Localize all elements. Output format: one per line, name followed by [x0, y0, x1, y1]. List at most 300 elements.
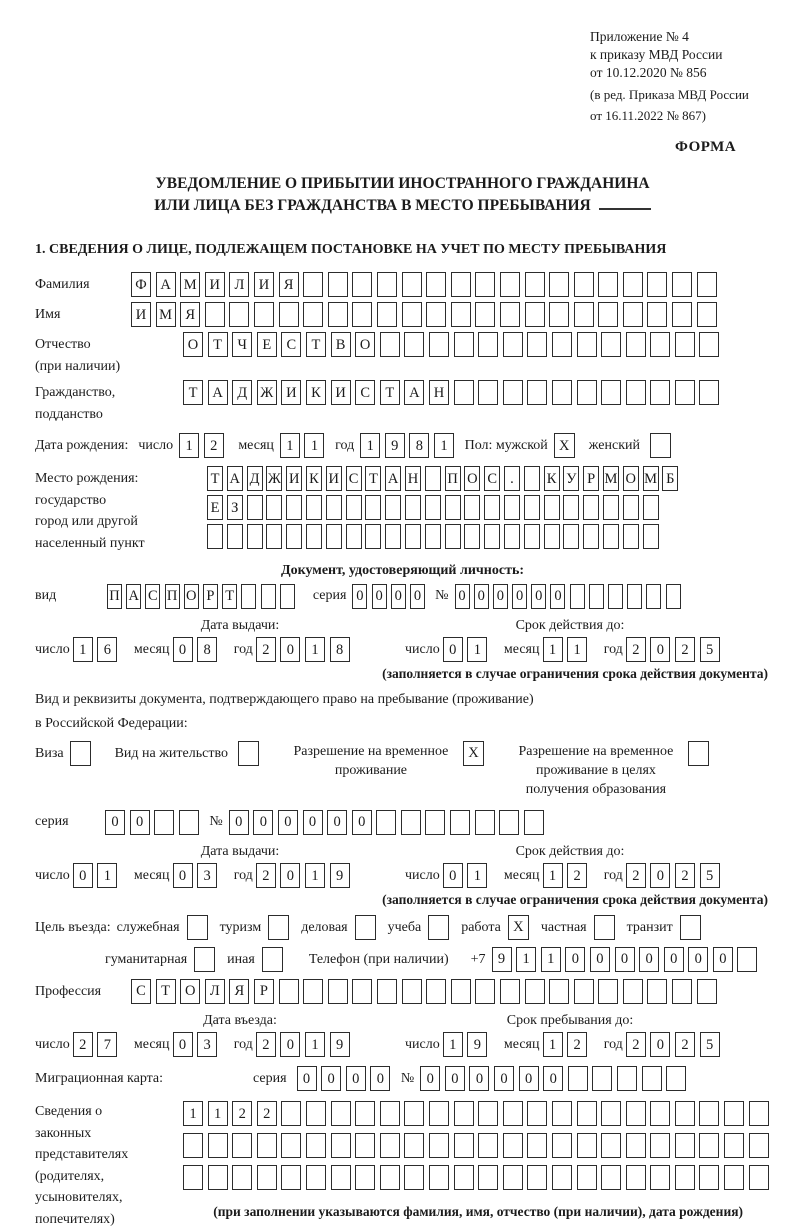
- char-cell[interactable]: [426, 302, 446, 327]
- char-cell[interactable]: [425, 466, 441, 491]
- char-cell[interactable]: [281, 1101, 301, 1126]
- char-cell[interactable]: [603, 524, 619, 549]
- char-cell[interactable]: [650, 332, 670, 357]
- char-cell[interactable]: 0: [391, 584, 406, 609]
- temp-residence-education-checkbox[interactable]: [688, 741, 709, 766]
- char-cell[interactable]: [500, 979, 520, 1004]
- char-cell[interactable]: 1: [305, 863, 325, 888]
- char-cell[interactable]: 0: [519, 1066, 539, 1091]
- char-cell[interactable]: П: [445, 466, 461, 491]
- char-cell[interactable]: [527, 332, 547, 357]
- char-cell[interactable]: [699, 1165, 719, 1190]
- char-cell[interactable]: [647, 272, 667, 297]
- char-cell[interactable]: С: [484, 466, 500, 491]
- char-cell[interactable]: [475, 979, 495, 1004]
- char-cell[interactable]: [286, 524, 302, 549]
- char-cell[interactable]: Ч: [232, 332, 252, 357]
- char-cell[interactable]: А: [385, 466, 401, 491]
- char-cell[interactable]: [380, 1133, 400, 1158]
- char-cell[interactable]: [724, 1101, 744, 1126]
- char-cell[interactable]: 0: [531, 584, 546, 609]
- char-cell[interactable]: [425, 495, 441, 520]
- char-cell[interactable]: 0: [73, 863, 93, 888]
- char-cell[interactable]: [603, 495, 619, 520]
- char-cell[interactable]: [647, 979, 667, 1004]
- char-cell[interactable]: О: [180, 979, 200, 1004]
- char-cell[interactable]: 1: [443, 1032, 463, 1057]
- char-cell[interactable]: [429, 1101, 449, 1126]
- char-cell[interactable]: 0: [303, 810, 323, 835]
- char-cell[interactable]: [281, 1133, 301, 1158]
- char-cell[interactable]: [454, 1133, 474, 1158]
- char-cell[interactable]: Я: [279, 272, 299, 297]
- char-cell[interactable]: [306, 1133, 326, 1158]
- birth-day-field[interactable]: [179, 433, 228, 458]
- char-cell[interactable]: [598, 272, 618, 297]
- char-cell[interactable]: [425, 810, 445, 835]
- char-cell[interactable]: [385, 524, 401, 549]
- char-cell[interactable]: [697, 272, 717, 297]
- char-cell[interactable]: З: [227, 495, 243, 520]
- char-cell[interactable]: [552, 332, 572, 357]
- char-cell[interactable]: 2: [675, 1032, 695, 1057]
- char-cell[interactable]: [503, 1165, 523, 1190]
- char-cell[interactable]: 0: [280, 637, 300, 662]
- char-cell[interactable]: К: [306, 466, 322, 491]
- patronymic-field[interactable]: [183, 332, 724, 357]
- given-name-field[interactable]: [131, 302, 721, 327]
- char-cell[interactable]: [232, 1133, 252, 1158]
- char-cell[interactable]: М: [180, 272, 200, 297]
- char-cell[interactable]: [445, 495, 461, 520]
- char-cell[interactable]: [478, 1133, 498, 1158]
- char-cell[interactable]: П: [165, 584, 180, 609]
- char-cell[interactable]: [179, 810, 199, 835]
- char-cell[interactable]: [650, 1133, 670, 1158]
- char-cell[interactable]: Т: [207, 466, 223, 491]
- char-cell[interactable]: 0: [494, 1066, 514, 1091]
- char-cell[interactable]: [699, 380, 719, 405]
- char-cell[interactable]: [475, 810, 495, 835]
- doc-number-field[interactable]: [455, 584, 685, 609]
- char-cell[interactable]: И: [331, 380, 351, 405]
- char-cell[interactable]: 1: [97, 863, 117, 888]
- char-cell[interactable]: [405, 524, 421, 549]
- char-cell[interactable]: [241, 584, 256, 609]
- char-cell[interactable]: 1: [543, 637, 563, 662]
- char-cell[interactable]: [464, 495, 480, 520]
- char-cell[interactable]: [577, 1133, 597, 1158]
- char-cell[interactable]: Л: [205, 979, 225, 1004]
- char-cell[interactable]: К: [306, 380, 326, 405]
- char-cell[interactable]: [478, 332, 498, 357]
- char-cell[interactable]: [524, 466, 540, 491]
- char-cell[interactable]: [478, 1165, 498, 1190]
- char-cell[interactable]: [724, 1165, 744, 1190]
- char-cell[interactable]: И: [205, 272, 225, 297]
- char-cell[interactable]: [524, 495, 540, 520]
- char-cell[interactable]: 2: [256, 637, 276, 662]
- char-cell[interactable]: [589, 584, 604, 609]
- char-cell[interactable]: [464, 524, 480, 549]
- doc-issue-month[interactable]: [173, 637, 222, 662]
- char-cell[interactable]: [208, 1133, 228, 1158]
- char-cell[interactable]: 1: [179, 433, 199, 458]
- char-cell[interactable]: 5: [700, 863, 720, 888]
- char-cell[interactable]: [454, 332, 474, 357]
- char-cell[interactable]: [623, 302, 643, 327]
- char-cell[interactable]: [402, 979, 422, 1004]
- char-cell[interactable]: [346, 495, 362, 520]
- representatives-field-line3[interactable]: [183, 1165, 773, 1190]
- char-cell[interactable]: [601, 1101, 621, 1126]
- char-cell[interactable]: А: [227, 466, 243, 491]
- char-cell[interactable]: [749, 1165, 769, 1190]
- char-cell[interactable]: [377, 979, 397, 1004]
- char-cell[interactable]: [266, 524, 282, 549]
- residence-series-field[interactable]: [105, 810, 203, 835]
- char-cell[interactable]: 0: [105, 810, 125, 835]
- char-cell[interactable]: [365, 495, 381, 520]
- char-cell[interactable]: [280, 584, 295, 609]
- char-cell[interactable]: [503, 1133, 523, 1158]
- phone-field[interactable]: [492, 947, 763, 972]
- char-cell[interactable]: [527, 380, 547, 405]
- char-cell[interactable]: [626, 332, 646, 357]
- residence-valid-day[interactable]: [443, 863, 492, 888]
- char-cell[interactable]: 2: [626, 1032, 646, 1057]
- char-cell[interactable]: 0: [372, 584, 387, 609]
- char-cell[interactable]: 0: [664, 947, 684, 972]
- char-cell[interactable]: 1: [208, 1101, 228, 1126]
- char-cell[interactable]: [475, 302, 495, 327]
- char-cell[interactable]: 1: [541, 947, 561, 972]
- char-cell[interactable]: 0: [352, 584, 367, 609]
- char-cell[interactable]: [205, 302, 225, 327]
- char-cell[interactable]: [527, 1101, 547, 1126]
- char-cell[interactable]: [503, 332, 523, 357]
- char-cell[interactable]: [724, 1133, 744, 1158]
- char-cell[interactable]: 9: [467, 1032, 487, 1057]
- char-cell[interactable]: 2: [626, 637, 646, 662]
- char-cell[interactable]: [525, 302, 545, 327]
- char-cell[interactable]: [450, 810, 470, 835]
- char-cell[interactable]: 0: [615, 947, 635, 972]
- residence-permit-checkbox[interactable]: [238, 741, 259, 766]
- purpose-work-checkbox[interactable]: X: [508, 915, 529, 940]
- purpose-private-checkbox[interactable]: [594, 915, 615, 940]
- char-cell[interactable]: [592, 1066, 612, 1091]
- char-cell[interactable]: 0: [370, 1066, 390, 1091]
- char-cell[interactable]: [601, 1165, 621, 1190]
- char-cell[interactable]: С: [355, 380, 375, 405]
- char-cell[interactable]: [675, 1101, 695, 1126]
- char-cell[interactable]: В: [331, 332, 351, 357]
- char-cell[interactable]: И: [281, 380, 301, 405]
- char-cell[interactable]: [647, 302, 667, 327]
- char-cell[interactable]: 0: [420, 1066, 440, 1091]
- char-cell[interactable]: 0: [713, 947, 733, 972]
- entry-year[interactable]: [256, 1032, 354, 1057]
- char-cell[interactable]: [328, 272, 348, 297]
- char-cell[interactable]: [697, 979, 717, 1004]
- char-cell[interactable]: 1: [280, 433, 300, 458]
- char-cell[interactable]: [475, 272, 495, 297]
- char-cell[interactable]: [247, 524, 263, 549]
- char-cell[interactable]: [154, 810, 174, 835]
- char-cell[interactable]: [552, 1133, 572, 1158]
- char-cell[interactable]: [402, 272, 422, 297]
- char-cell[interactable]: 2: [567, 1032, 587, 1057]
- char-cell[interactable]: 8: [330, 637, 350, 662]
- migration-series-field[interactable]: [297, 1066, 395, 1091]
- char-cell[interactable]: 8: [409, 433, 429, 458]
- char-cell[interactable]: [306, 1101, 326, 1126]
- char-cell[interactable]: [279, 302, 299, 327]
- char-cell[interactable]: 3: [197, 863, 217, 888]
- char-cell[interactable]: [425, 524, 441, 549]
- char-cell[interactable]: [642, 1066, 662, 1091]
- char-cell[interactable]: Б: [662, 466, 678, 491]
- char-cell[interactable]: Я: [180, 302, 200, 327]
- char-cell[interactable]: [672, 979, 692, 1004]
- char-cell[interactable]: [598, 979, 618, 1004]
- char-cell[interactable]: [331, 1101, 351, 1126]
- char-cell[interactable]: Ж: [257, 380, 277, 405]
- char-cell[interactable]: [257, 1165, 277, 1190]
- char-cell[interactable]: 1: [73, 637, 93, 662]
- char-cell[interactable]: [281, 1165, 301, 1190]
- char-cell[interactable]: Р: [254, 979, 274, 1004]
- char-cell[interactable]: [623, 524, 639, 549]
- char-cell[interactable]: [306, 524, 322, 549]
- char-cell[interactable]: 1: [360, 433, 380, 458]
- char-cell[interactable]: .: [504, 466, 520, 491]
- char-cell[interactable]: [503, 380, 523, 405]
- char-cell[interactable]: С: [145, 584, 160, 609]
- char-cell[interactable]: [346, 524, 362, 549]
- char-cell[interactable]: Т: [380, 380, 400, 405]
- char-cell[interactable]: [451, 979, 471, 1004]
- char-cell[interactable]: 2: [73, 1032, 93, 1057]
- char-cell[interactable]: 1: [305, 1032, 325, 1057]
- char-cell[interactable]: [227, 524, 243, 549]
- char-cell[interactable]: Т: [208, 332, 228, 357]
- char-cell[interactable]: [326, 495, 342, 520]
- char-cell[interactable]: [699, 1101, 719, 1126]
- char-cell[interactable]: У: [563, 466, 579, 491]
- char-cell[interactable]: Д: [232, 380, 252, 405]
- purpose-study-checkbox[interactable]: [428, 915, 449, 940]
- char-cell[interactable]: 0: [278, 810, 298, 835]
- char-cell[interactable]: [544, 524, 560, 549]
- char-cell[interactable]: [699, 1133, 719, 1158]
- char-cell[interactable]: [552, 380, 572, 405]
- char-cell[interactable]: [623, 979, 643, 1004]
- char-cell[interactable]: [675, 1165, 695, 1190]
- char-cell[interactable]: [303, 272, 323, 297]
- char-cell[interactable]: 0: [688, 947, 708, 972]
- surname-field[interactable]: [131, 272, 721, 297]
- char-cell[interactable]: 1: [304, 433, 324, 458]
- char-cell[interactable]: 1: [434, 433, 454, 458]
- char-cell[interactable]: [500, 272, 520, 297]
- char-cell[interactable]: [749, 1133, 769, 1158]
- char-cell[interactable]: Я: [229, 979, 249, 1004]
- char-cell[interactable]: [326, 524, 342, 549]
- doc-valid-month[interactable]: [543, 637, 592, 662]
- char-cell[interactable]: 2: [256, 863, 276, 888]
- char-cell[interactable]: 0: [173, 637, 193, 662]
- char-cell[interactable]: 1: [467, 863, 487, 888]
- char-cell[interactable]: 0: [445, 1066, 465, 1091]
- char-cell[interactable]: [232, 1165, 252, 1190]
- char-cell[interactable]: [697, 302, 717, 327]
- char-cell[interactable]: 1: [516, 947, 536, 972]
- char-cell[interactable]: 0: [346, 1066, 366, 1091]
- char-cell[interactable]: 2: [232, 1101, 252, 1126]
- char-cell[interactable]: [643, 495, 659, 520]
- char-cell[interactable]: [563, 495, 579, 520]
- char-cell[interactable]: [279, 979, 299, 1004]
- char-cell[interactable]: [583, 495, 599, 520]
- char-cell[interactable]: 0: [455, 584, 470, 609]
- char-cell[interactable]: Р: [583, 466, 599, 491]
- char-cell[interactable]: Ж: [266, 466, 282, 491]
- char-cell[interactable]: [666, 584, 681, 609]
- char-cell[interactable]: 2: [256, 1032, 276, 1057]
- char-cell[interactable]: Н: [429, 380, 449, 405]
- char-cell[interactable]: 0: [512, 584, 527, 609]
- char-cell[interactable]: [552, 1101, 572, 1126]
- char-cell[interactable]: [208, 1165, 228, 1190]
- char-cell[interactable]: 3: [197, 1032, 217, 1057]
- char-cell[interactable]: [257, 1133, 277, 1158]
- char-cell[interactable]: 2: [675, 863, 695, 888]
- char-cell[interactable]: [429, 332, 449, 357]
- char-cell[interactable]: [577, 380, 597, 405]
- char-cell[interactable]: [331, 1165, 351, 1190]
- char-cell[interactable]: [365, 524, 381, 549]
- char-cell[interactable]: [478, 1101, 498, 1126]
- char-cell[interactable]: [355, 1133, 375, 1158]
- stay-month[interactable]: [543, 1032, 592, 1057]
- char-cell[interactable]: [402, 302, 422, 327]
- char-cell[interactable]: [306, 495, 322, 520]
- char-cell[interactable]: 0: [550, 584, 565, 609]
- char-cell[interactable]: 0: [639, 947, 659, 972]
- char-cell[interactable]: [626, 380, 646, 405]
- char-cell[interactable]: [650, 380, 670, 405]
- char-cell[interactable]: [352, 979, 372, 1004]
- char-cell[interactable]: 1: [305, 637, 325, 662]
- char-cell[interactable]: [666, 1066, 686, 1091]
- char-cell[interactable]: [525, 979, 545, 1004]
- char-cell[interactable]: [454, 1101, 474, 1126]
- char-cell[interactable]: [650, 1101, 670, 1126]
- stay-year[interactable]: [626, 1032, 724, 1057]
- char-cell[interactable]: 2: [567, 863, 587, 888]
- char-cell[interactable]: Т: [306, 332, 326, 357]
- char-cell[interactable]: [749, 1101, 769, 1126]
- char-cell[interactable]: 2: [626, 863, 646, 888]
- char-cell[interactable]: И: [254, 272, 274, 297]
- representatives-field-line2[interactable]: [183, 1133, 773, 1158]
- profession-field[interactable]: [131, 979, 721, 1004]
- char-cell[interactable]: 0: [229, 810, 249, 835]
- char-cell[interactable]: 0: [565, 947, 585, 972]
- char-cell[interactable]: 7: [97, 1032, 117, 1057]
- char-cell[interactable]: [524, 810, 544, 835]
- doc-series-field[interactable]: [352, 584, 429, 609]
- char-cell[interactable]: [451, 302, 471, 327]
- purpose-business-checkbox[interactable]: [187, 915, 208, 940]
- char-cell[interactable]: [737, 947, 757, 972]
- doc-valid-day[interactable]: [443, 637, 492, 662]
- char-cell[interactable]: 1: [567, 637, 587, 662]
- char-cell[interactable]: Ф: [131, 272, 151, 297]
- birth-place-field-line3[interactable]: [207, 524, 682, 549]
- char-cell[interactable]: 0: [253, 810, 273, 835]
- char-cell[interactable]: А: [156, 272, 176, 297]
- char-cell[interactable]: [527, 1165, 547, 1190]
- char-cell[interactable]: [617, 1066, 637, 1091]
- residence-valid-month[interactable]: [543, 863, 592, 888]
- char-cell[interactable]: И: [326, 466, 342, 491]
- char-cell[interactable]: 5: [700, 637, 720, 662]
- char-cell[interactable]: 0: [493, 584, 508, 609]
- char-cell[interactable]: [451, 272, 471, 297]
- char-cell[interactable]: [303, 302, 323, 327]
- char-cell[interactable]: 0: [650, 637, 670, 662]
- char-cell[interactable]: [626, 1165, 646, 1190]
- visa-checkbox[interactable]: [70, 741, 91, 766]
- char-cell[interactable]: 0: [590, 947, 610, 972]
- char-cell[interactable]: 9: [330, 863, 350, 888]
- char-cell[interactable]: 0: [173, 1032, 193, 1057]
- char-cell[interactable]: М: [156, 302, 176, 327]
- char-cell[interactable]: О: [183, 332, 203, 357]
- char-cell[interactable]: [527, 1133, 547, 1158]
- char-cell[interactable]: 0: [410, 584, 425, 609]
- purpose-other-checkbox[interactable]: [262, 947, 283, 972]
- char-cell[interactable]: [675, 380, 695, 405]
- char-cell[interactable]: 8: [197, 637, 217, 662]
- birth-month-field[interactable]: [280, 433, 329, 458]
- char-cell[interactable]: 0: [173, 863, 193, 888]
- char-cell[interactable]: 0: [321, 1066, 341, 1091]
- purpose-tourism-checkbox[interactable]: [268, 915, 289, 940]
- char-cell[interactable]: 0: [543, 1066, 563, 1091]
- char-cell[interactable]: [377, 272, 397, 297]
- char-cell[interactable]: [646, 584, 661, 609]
- char-cell[interactable]: [650, 1165, 670, 1190]
- char-cell[interactable]: [549, 302, 569, 327]
- char-cell[interactable]: [577, 332, 597, 357]
- char-cell[interactable]: Л: [229, 272, 249, 297]
- char-cell[interactable]: [385, 495, 401, 520]
- char-cell[interactable]: [254, 302, 274, 327]
- char-cell[interactable]: [429, 1165, 449, 1190]
- char-cell[interactable]: [675, 1133, 695, 1158]
- residence-valid-year[interactable]: [626, 863, 724, 888]
- char-cell[interactable]: [454, 1165, 474, 1190]
- char-cell[interactable]: [229, 302, 249, 327]
- char-cell[interactable]: [380, 332, 400, 357]
- char-cell[interactable]: [401, 810, 421, 835]
- char-cell[interactable]: [623, 272, 643, 297]
- char-cell[interactable]: [570, 584, 585, 609]
